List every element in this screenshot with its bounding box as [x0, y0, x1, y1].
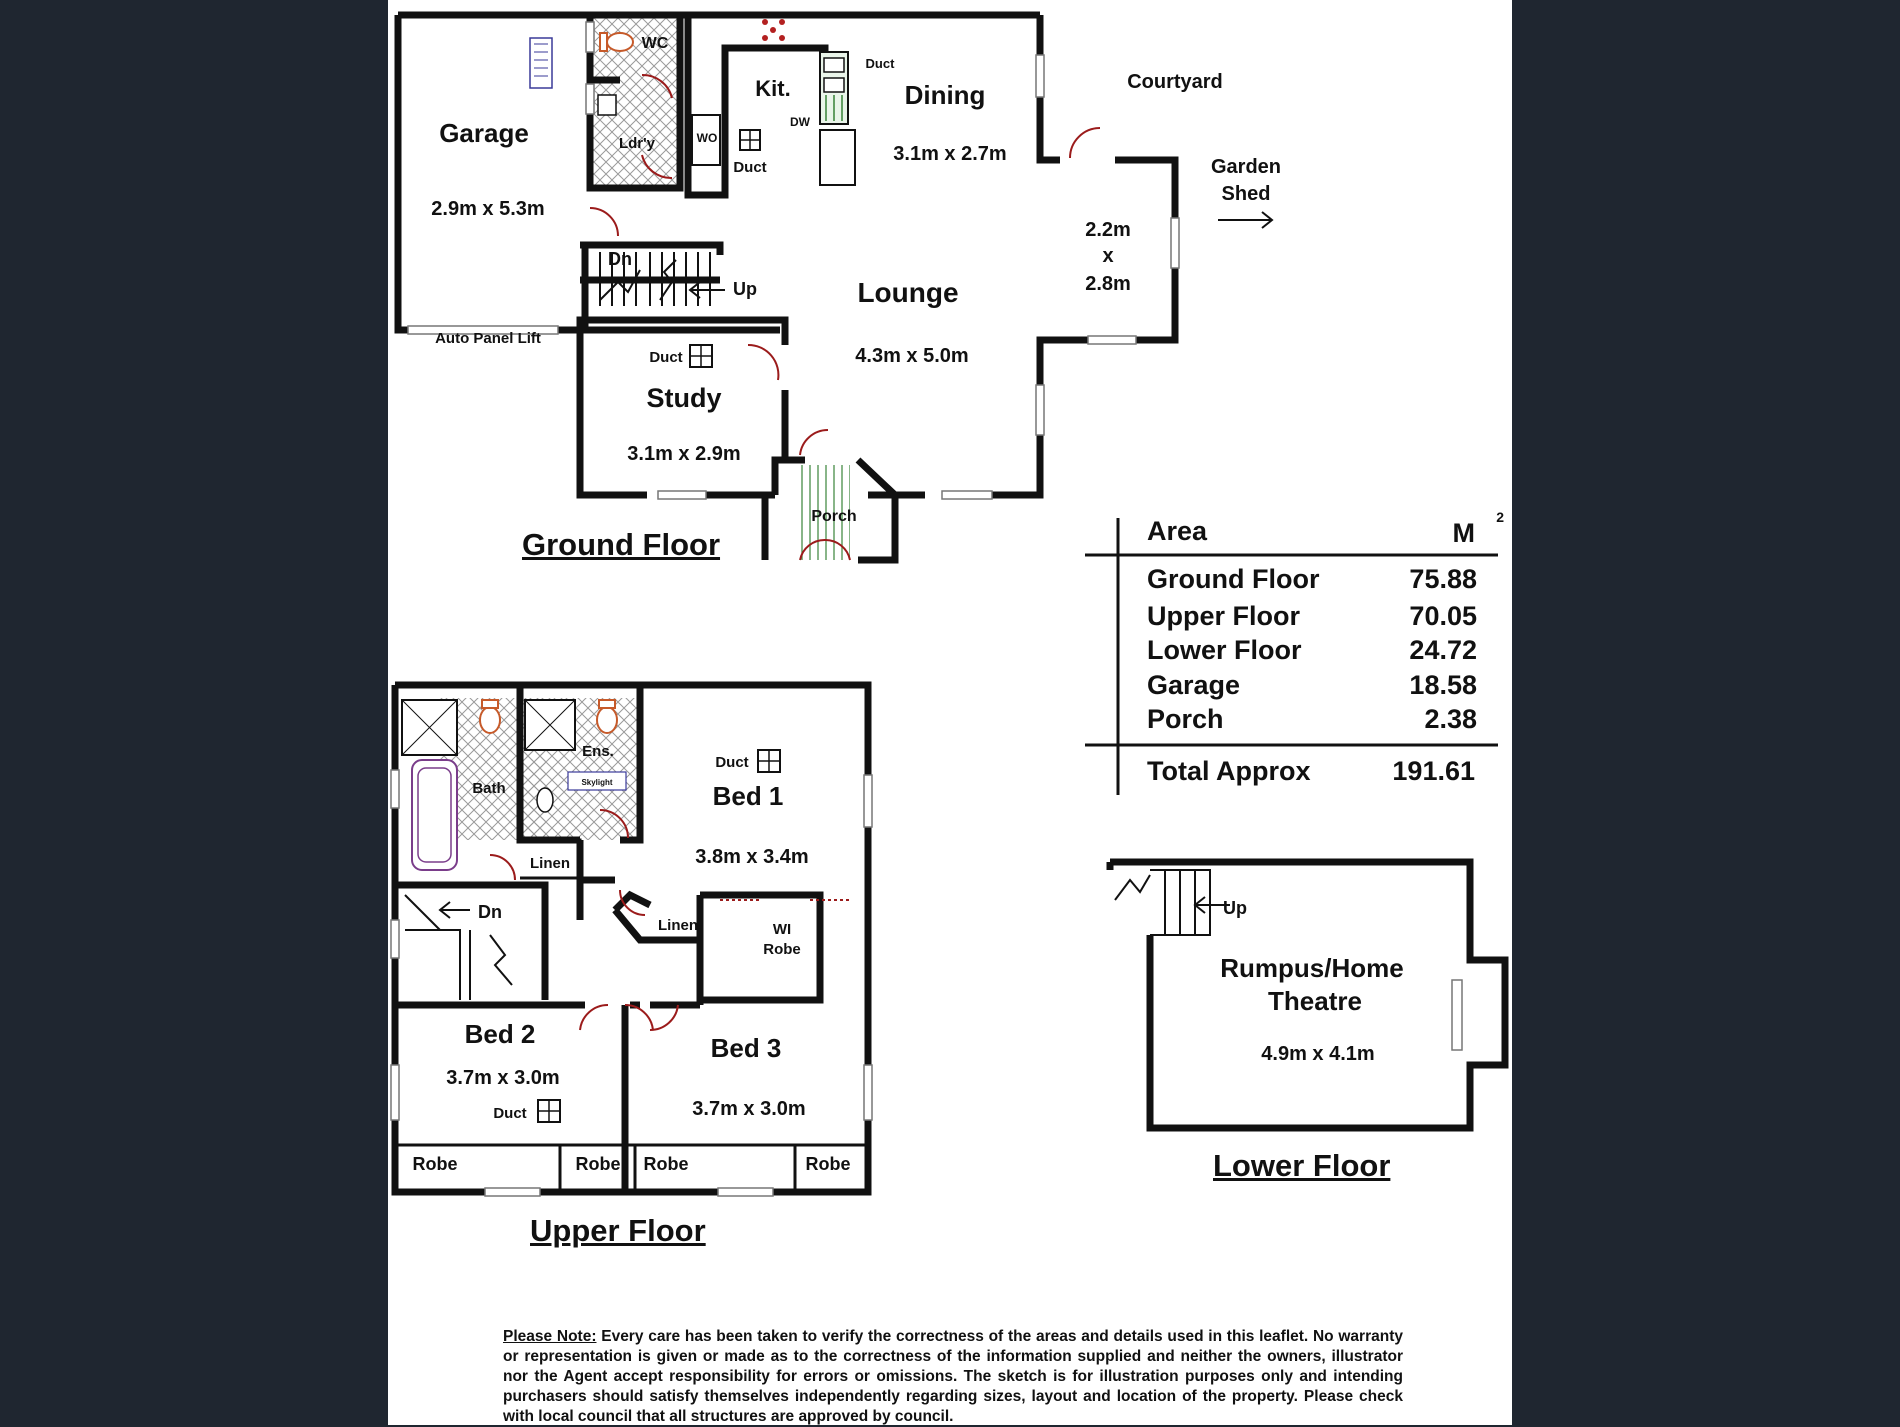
- wi-robe-line2: Robe: [763, 941, 801, 958]
- bed2-duct-label: Duct: [493, 1105, 527, 1122]
- area-row-label: Garage: [1147, 670, 1241, 700]
- dw-label: DW: [790, 115, 810, 129]
- side-room-by: x: [1102, 245, 1114, 267]
- lower-floor-heading: Lower Floor: [1213, 1148, 1391, 1183]
- area-total-label: Total Approx: [1147, 756, 1311, 786]
- kitchen-duct-label: Duct: [733, 159, 767, 176]
- study-label: Study: [646, 383, 722, 413]
- courtyard-label: Courtyard: [1127, 71, 1223, 93]
- garden-shed-line2: Shed: [1221, 183, 1271, 205]
- ground-floor-heading: Ground Floor: [522, 527, 721, 562]
- area-row-value: 2.38: [1424, 704, 1477, 734]
- garden-shed-arrow: [1218, 212, 1272, 228]
- lounge-size: 4.3m x 5.0m: [855, 345, 969, 367]
- skylight-label: Skylight: [581, 778, 613, 787]
- auto-panel-lift-label: Auto Panel Lift: [435, 330, 541, 347]
- lower-up-label: Up: [1223, 898, 1247, 918]
- area-row-value: 18.58: [1409, 670, 1477, 700]
- garage-label: Garage: [439, 118, 529, 148]
- rumpus-size: 4.9m x 4.1m: [1261, 1043, 1375, 1065]
- linen-label-1: Linen: [530, 855, 570, 872]
- area-row-value: 75.88: [1409, 564, 1477, 594]
- lower-window: [1452, 980, 1462, 1050]
- upper-dn-label: Dn: [478, 902, 502, 922]
- robe-label-1: Robe: [412, 1154, 458, 1174]
- porch-label: Porch: [811, 508, 857, 525]
- study-duct: [690, 345, 712, 367]
- bed2-label: Bed 2: [464, 1019, 536, 1049]
- bed3-size: 3.7m x 3.0m: [692, 1098, 806, 1120]
- area-row-label: Ground Floor: [1147, 564, 1320, 594]
- side-room-depth: 2.8m: [1085, 273, 1131, 295]
- bed3-label: Bed 3: [710, 1033, 782, 1063]
- bed1-duct-label: Duct: [715, 754, 749, 771]
- area-row-value: 24.72: [1409, 635, 1477, 665]
- robe-label-4: Robe: [805, 1154, 851, 1174]
- dining-size: 3.1m x 2.7m: [893, 143, 1007, 165]
- rumpus-label-line2: Theatre: [1268, 986, 1362, 1016]
- ground-up-label: Up: [733, 279, 757, 299]
- study-size: 3.1m x 2.9m: [627, 443, 741, 465]
- laundry-label: Ldr'y: [618, 135, 656, 152]
- area-total-value: 191.61: [1392, 756, 1475, 786]
- ensuite-label: Ens.: [582, 743, 614, 760]
- linen-label-2: Linen: [658, 917, 698, 934]
- lower-stairs: [1115, 870, 1230, 935]
- bed1-label: Bed 1: [712, 781, 784, 811]
- wi-robe-line1: WI: [772, 921, 792, 938]
- rumpus-label-line1: Rumpus/Home: [1220, 953, 1404, 983]
- area-header-unit-superscript: 2: [1496, 509, 1504, 525]
- garage-size: 2.9m x 5.3m: [431, 198, 545, 220]
- kitchen-fixtures: [530, 19, 855, 185]
- dining-duct-label: Duct: [865, 56, 895, 71]
- bed1-size: 3.8m x 3.4m: [695, 846, 809, 868]
- disclaimer-lead: Please Note:: [503, 1328, 597, 1345]
- robe-label-2: Robe: [575, 1154, 621, 1174]
- ground-dn-label: Dn: [608, 249, 632, 269]
- area-row-label: Lower Floor: [1147, 635, 1302, 665]
- ground-windows: [408, 22, 1179, 499]
- area-header-label: Area: [1147, 516, 1208, 546]
- area-row-label: Porch: [1147, 704, 1224, 734]
- garden-shed-line1: Garden: [1210, 156, 1282, 178]
- side-room-width: 2.2m: [1085, 219, 1131, 241]
- wc-label: WC: [641, 35, 669, 52]
- study-duct-label: Duct: [649, 349, 683, 366]
- area-row-label: Upper Floor: [1147, 601, 1300, 631]
- dining-label: Dining: [904, 80, 986, 110]
- area-header-unit: M: [1452, 518, 1475, 548]
- area-row-value: 70.05: [1409, 601, 1477, 631]
- bed2-size: 3.7m x 3.0m: [446, 1067, 560, 1089]
- disclaimer-body: Every care has been taken to verify the correctness of the areas and details used in this leaflet. No warranty or representation is given or made as to the correctness of the information supplied and neither the owners, illustrator nor the Agent accept responsibility for errors or omissions. The sketch is for illustration purposes only and intending purchasers should satisfy themselves independently regarding sizes, layout and location of the property. Please check with local council that all structures are approved by council.: [503, 1328, 1403, 1425]
- upper-floor-heading: Upper Floor: [530, 1213, 706, 1248]
- bath-label: Bath: [472, 780, 506, 797]
- robe-label-3: Robe: [643, 1154, 689, 1174]
- disclaimer: [503, 1327, 1403, 1427]
- wo-label: WO: [696, 131, 718, 145]
- lounge-label: Lounge: [857, 277, 959, 308]
- kitchen-label: Kit.: [755, 76, 791, 101]
